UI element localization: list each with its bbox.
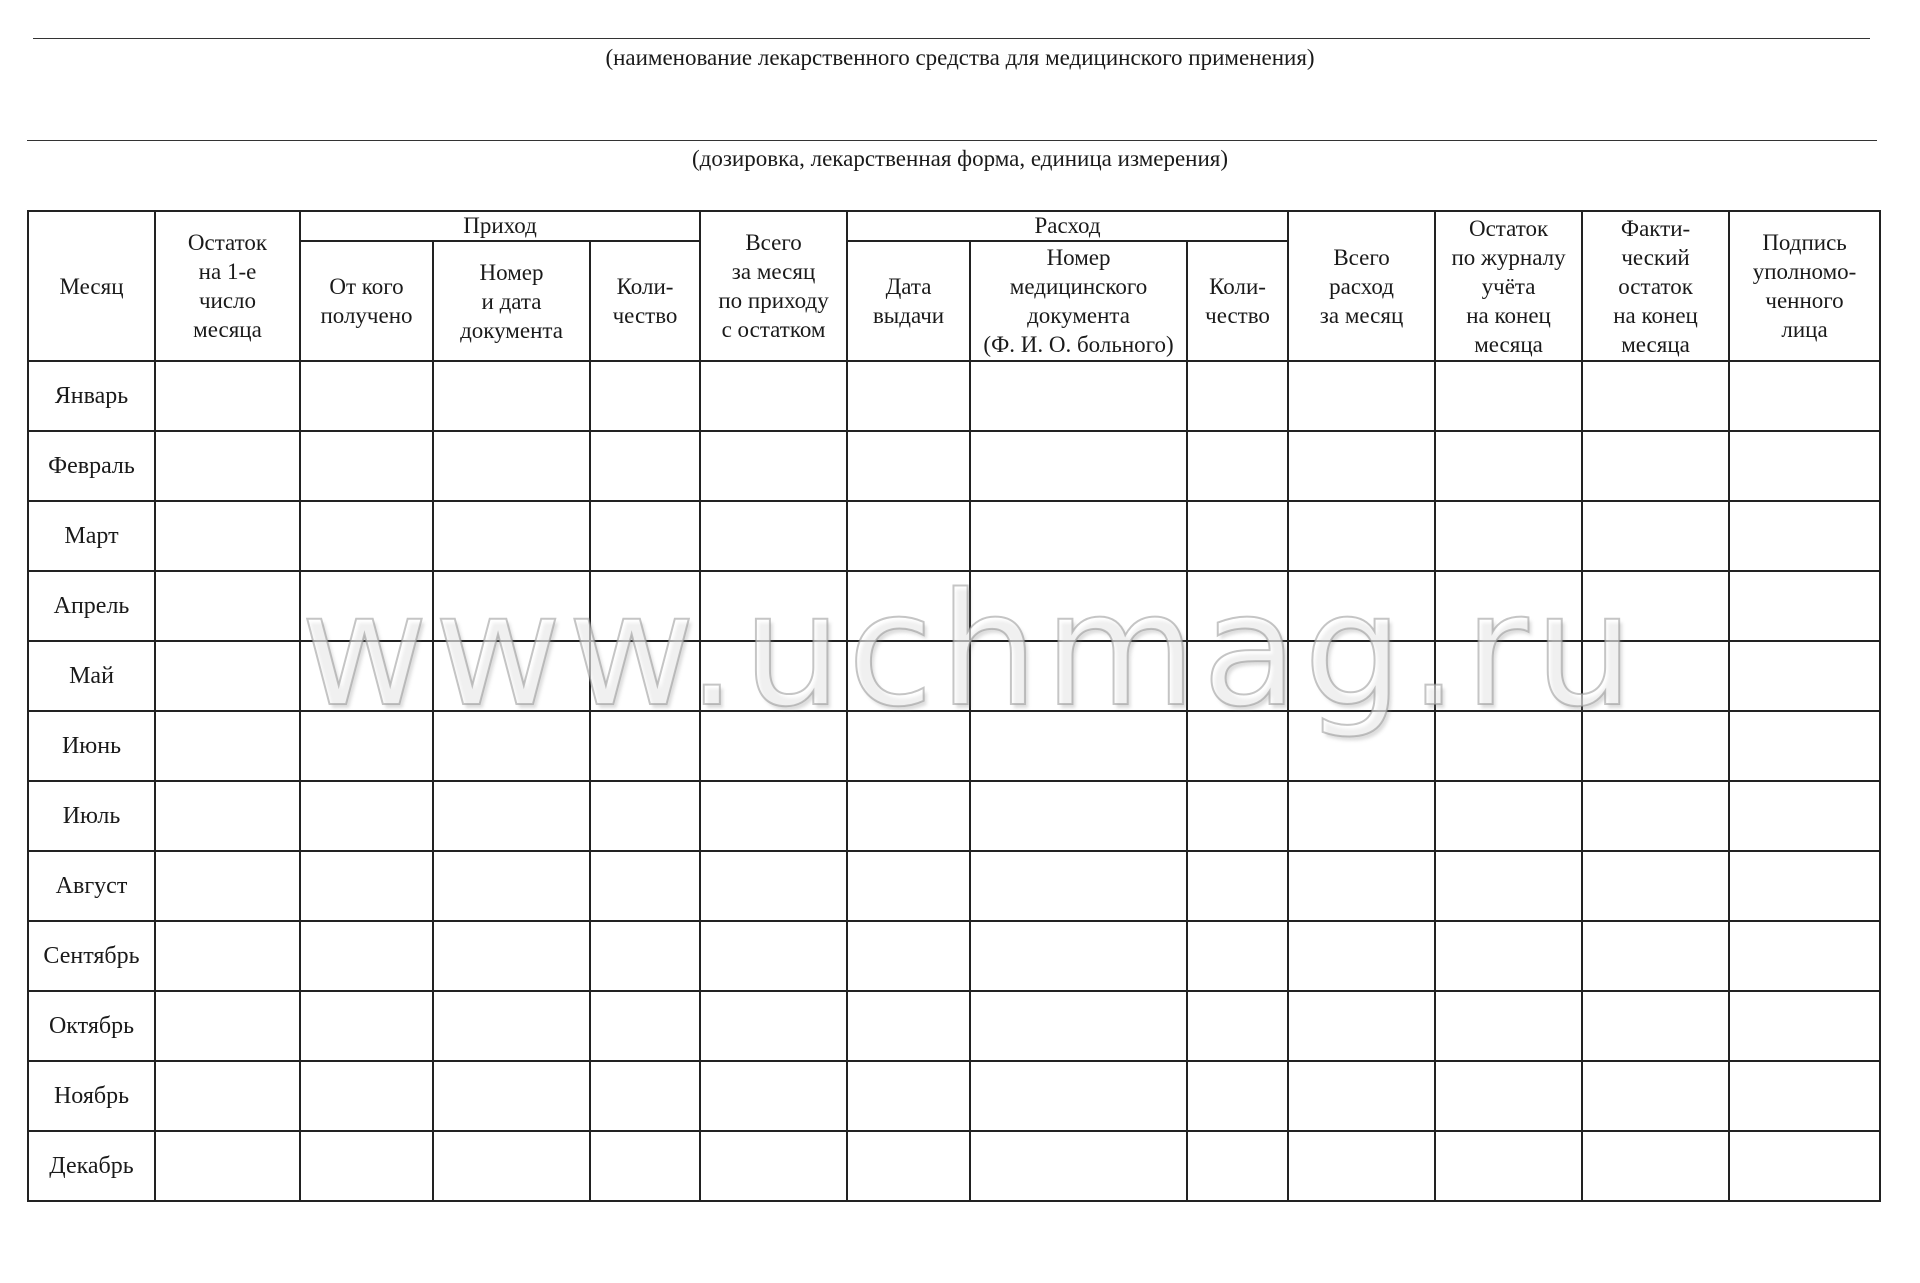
table-row [28, 1061, 1880, 1131]
income-from-cell[interactable] [300, 1061, 433, 1131]
balance-actual-cell[interactable] [1582, 711, 1729, 781]
signature-cell[interactable] [1729, 431, 1880, 501]
table-row [28, 431, 1880, 501]
balance-journal-cell[interactable] [1435, 851, 1582, 921]
expense-doc-cell[interactable] [970, 641, 1187, 711]
income-qty-cell[interactable] [590, 1131, 700, 1201]
header-expense-doc: Номер медицинского документа (Ф. И. О. больного) [970, 241, 1187, 361]
balance-start-cell[interactable] [155, 361, 300, 431]
header-income-qty: Коли- чество [590, 241, 700, 361]
month-label: Июнь [28, 711, 155, 781]
balance-actual-cell[interactable] [1582, 431, 1729, 501]
balance-actual-cell[interactable] [1582, 641, 1729, 711]
expense-doc-cell[interactable] [970, 571, 1187, 641]
income-qty-cell[interactable] [590, 1061, 700, 1131]
expense-date-cell[interactable] [847, 431, 970, 501]
balance-start-cell[interactable] [155, 991, 300, 1061]
expense-date-cell[interactable] [847, 711, 970, 781]
month-label: Июль [28, 781, 155, 851]
expense-date-cell[interactable] [847, 1131, 970, 1201]
income-from-cell[interactable] [300, 571, 433, 641]
income-from-cell[interactable] [300, 991, 433, 1061]
dosage-caption: (дозировка, лекарственная форма, единица измерения) [691, 146, 1229, 171]
total-income-cell[interactable] [700, 781, 847, 851]
income-from-cell[interactable] [300, 431, 433, 501]
expense-date-cell[interactable] [847, 781, 970, 851]
header-expense-qty: Коли- чество [1187, 241, 1288, 361]
balance-actual-cell[interactable] [1582, 921, 1729, 991]
income-from-cell[interactable] [300, 641, 433, 711]
balance-start-cell[interactable] [155, 1131, 300, 1201]
balance-journal-cell[interactable] [1435, 711, 1582, 781]
month-label: Август [28, 851, 155, 921]
header-income-doc: Номер и дата документа [433, 241, 590, 361]
header-income-group: Приход [300, 211, 700, 241]
table-row [28, 851, 1880, 921]
income-doc-cell[interactable] [433, 501, 590, 571]
income-doc-cell[interactable] [433, 781, 590, 851]
total-income-cell[interactable] [700, 571, 847, 641]
expense-qty-cell[interactable] [1187, 1061, 1288, 1131]
table-row [28, 991, 1880, 1061]
table-row [28, 921, 1880, 991]
signature-cell[interactable] [1729, 851, 1880, 921]
expense-date-cell[interactable] [847, 501, 970, 571]
total-expense-cell[interactable] [1288, 641, 1435, 711]
signature-cell[interactable] [1729, 781, 1880, 851]
month-label: Март [28, 501, 155, 571]
table-row [28, 501, 1880, 571]
watermark: www.uchmag.ru [300, 559, 1640, 741]
header-expense-group: Расход [847, 211, 1288, 241]
expense-doc-cell[interactable] [970, 851, 1187, 921]
expense-date-cell[interactable] [847, 361, 970, 431]
expense-qty-cell[interactable] [1187, 921, 1288, 991]
header-total-expense: Всего расход за месяц [1288, 211, 1435, 361]
total-expense-cell[interactable] [1288, 781, 1435, 851]
header-expense-date: Дата выдачи [847, 241, 970, 361]
table-row [28, 641, 1880, 711]
total-income-cell[interactable] [700, 641, 847, 711]
balance-actual-cell[interactable] [1582, 991, 1729, 1061]
expense-doc-cell[interactable] [970, 1131, 1187, 1201]
total-income-cell[interactable] [700, 431, 847, 501]
income-qty-cell[interactable] [590, 571, 700, 641]
balance-journal-cell[interactable] [1435, 1061, 1582, 1131]
signature-cell[interactable] [1729, 361, 1880, 431]
income-qty-cell[interactable] [590, 781, 700, 851]
balance-journal-cell[interactable] [1435, 431, 1582, 501]
income-doc-cell[interactable] [433, 921, 590, 991]
expense-doc-cell[interactable] [970, 711, 1187, 781]
balance-start-cell[interactable] [155, 851, 300, 921]
table-row [28, 711, 1880, 781]
income-from-cell[interactable] [300, 501, 433, 571]
balance-actual-cell[interactable] [1582, 851, 1729, 921]
income-doc-cell[interactable] [433, 1061, 590, 1131]
expense-date-cell[interactable] [847, 991, 970, 1061]
income-qty-cell[interactable] [590, 361, 700, 431]
drug-name-line [33, 38, 1870, 39]
income-doc-cell[interactable] [433, 711, 590, 781]
table-row [28, 361, 1880, 431]
month-label: Апрель [28, 571, 155, 641]
total-expense-cell[interactable] [1288, 1061, 1435, 1131]
table-row [28, 781, 1880, 851]
income-doc-cell[interactable] [433, 991, 590, 1061]
header-month: Месяц [28, 211, 155, 361]
expense-qty-cell[interactable] [1187, 361, 1288, 431]
income-qty-cell[interactable] [590, 921, 700, 991]
expense-qty-cell[interactable] [1187, 501, 1288, 571]
expense-date-cell[interactable] [847, 851, 970, 921]
total-income-cell[interactable] [700, 501, 847, 571]
total-expense-cell[interactable] [1288, 361, 1435, 431]
balance-actual-cell[interactable] [1582, 361, 1729, 431]
table-row [28, 571, 1880, 641]
total-income-cell[interactable] [700, 361, 847, 431]
balance-actual-cell[interactable] [1582, 781, 1729, 851]
signature-cell[interactable] [1729, 991, 1880, 1061]
expense-doc-cell[interactable] [970, 1061, 1187, 1131]
month-label: Сентябрь [28, 921, 155, 991]
month-label: Май [28, 641, 155, 711]
income-from-cell[interactable] [300, 851, 433, 921]
total-expense-cell[interactable] [1288, 851, 1435, 921]
income-qty-cell[interactable] [590, 711, 700, 781]
expense-date-cell[interactable] [847, 921, 970, 991]
expense-qty-cell[interactable] [1187, 851, 1288, 921]
total-expense-cell[interactable] [1288, 1131, 1435, 1201]
income-doc-cell[interactable] [433, 361, 590, 431]
income-doc-cell[interactable] [433, 431, 590, 501]
balance-start-cell[interactable] [155, 571, 300, 641]
expense-qty-cell[interactable] [1187, 1131, 1288, 1201]
total-expense-cell[interactable] [1288, 921, 1435, 991]
balance-journal-cell[interactable] [1435, 921, 1582, 991]
income-qty-cell[interactable] [590, 431, 700, 501]
balance-journal-cell[interactable] [1435, 571, 1582, 641]
balance-start-cell[interactable] [155, 641, 300, 711]
signature-cell[interactable] [1729, 501, 1880, 571]
income-qty-cell[interactable] [590, 991, 700, 1061]
balance-start-cell[interactable] [155, 1061, 300, 1131]
month-label: Ноябрь [28, 1061, 155, 1131]
expense-doc-cell[interactable] [970, 361, 1187, 431]
expense-doc-cell[interactable] [970, 501, 1187, 571]
expense-doc-cell[interactable] [970, 781, 1187, 851]
expense-qty-cell[interactable] [1187, 641, 1288, 711]
total-income-cell[interactable] [700, 1061, 847, 1131]
header-signature: Подпись уполномо- ченного лица [1729, 211, 1880, 361]
income-from-cell[interactable] [300, 361, 433, 431]
expense-doc-cell[interactable] [970, 431, 1187, 501]
income-from-cell[interactable] [300, 781, 433, 851]
income-doc-cell[interactable] [433, 1131, 590, 1201]
balance-start-cell[interactable] [155, 781, 300, 851]
signature-cell[interactable] [1729, 1061, 1880, 1131]
header-balance-start: Остаток на 1-е число месяца [155, 211, 300, 361]
total-income-cell[interactable] [700, 921, 847, 991]
expense-qty-cell[interactable] [1187, 431, 1288, 501]
income-from-cell[interactable] [300, 711, 433, 781]
signature-cell[interactable] [1729, 1131, 1880, 1201]
total-income-cell[interactable] [700, 991, 847, 1061]
total-expense-cell[interactable] [1288, 501, 1435, 571]
total-expense-cell[interactable] [1288, 431, 1435, 501]
balance-start-cell[interactable] [155, 501, 300, 571]
expense-qty-cell[interactable] [1187, 571, 1288, 641]
balance-journal-cell[interactable] [1435, 1131, 1582, 1201]
table-row [28, 1131, 1880, 1201]
header-balance-journal: Остаток по журналу учёта на конец месяца [1435, 211, 1582, 361]
expense-qty-cell[interactable] [1187, 711, 1288, 781]
balance-actual-cell[interactable] [1582, 571, 1729, 641]
balance-journal-cell[interactable] [1435, 641, 1582, 711]
balance-actual-cell[interactable] [1582, 501, 1729, 571]
balance-journal-cell[interactable] [1435, 501, 1582, 571]
month-label: Октябрь [28, 991, 155, 1061]
total-expense-cell[interactable] [1288, 711, 1435, 781]
month-label: Февраль [28, 431, 155, 501]
income-doc-cell[interactable] [433, 641, 590, 711]
header-total-income: Всего за месяц по приходу с остатком [700, 211, 847, 361]
signature-cell[interactable] [1729, 641, 1880, 711]
signature-cell[interactable] [1729, 571, 1880, 641]
signature-cell[interactable] [1729, 921, 1880, 991]
expense-date-cell[interactable] [847, 571, 970, 641]
dosage-line [27, 140, 1877, 141]
total-income-cell[interactable] [700, 1131, 847, 1201]
income-qty-cell[interactable] [590, 641, 700, 711]
balance-actual-cell[interactable] [1582, 1131, 1729, 1201]
signature-cell[interactable] [1729, 711, 1880, 781]
balance-start-cell[interactable] [155, 921, 300, 991]
balance-journal-cell[interactable] [1435, 991, 1582, 1061]
expense-date-cell[interactable] [847, 1061, 970, 1131]
total-income-cell[interactable] [700, 851, 847, 921]
total-expense-cell[interactable] [1288, 571, 1435, 641]
income-from-cell[interactable] [300, 921, 433, 991]
header-balance-actual: Факти- ческий остаток на конец месяца [1582, 211, 1729, 361]
header-income-from: От кого получено [300, 241, 433, 361]
month-label: Январь [28, 361, 155, 431]
expense-date-cell[interactable] [847, 641, 970, 711]
income-qty-cell[interactable] [590, 501, 700, 571]
balance-journal-cell[interactable] [1435, 361, 1582, 431]
ledger-body [28, 361, 1880, 1201]
expense-doc-cell[interactable] [970, 991, 1187, 1061]
income-from-cell[interactable] [300, 1131, 433, 1201]
expense-qty-cell[interactable] [1187, 991, 1288, 1061]
balance-start-cell[interactable] [155, 431, 300, 501]
drug-name-caption: (наименование лекарственного средства для медицинского применения) [605, 45, 1315, 70]
total-income-cell[interactable] [700, 711, 847, 781]
income-qty-cell[interactable] [590, 851, 700, 921]
income-doc-cell[interactable] [433, 851, 590, 921]
income-doc-cell[interactable] [433, 571, 590, 641]
total-expense-cell[interactable] [1288, 991, 1435, 1061]
month-label: Декабрь [28, 1131, 155, 1201]
expense-qty-cell[interactable] [1187, 781, 1288, 851]
balance-journal-cell[interactable] [1435, 781, 1582, 851]
drug-ledger-table [27, 210, 1881, 1202]
balance-actual-cell[interactable] [1582, 1061, 1729, 1131]
expense-doc-cell[interactable] [970, 921, 1187, 991]
balance-start-cell[interactable] [155, 711, 300, 781]
